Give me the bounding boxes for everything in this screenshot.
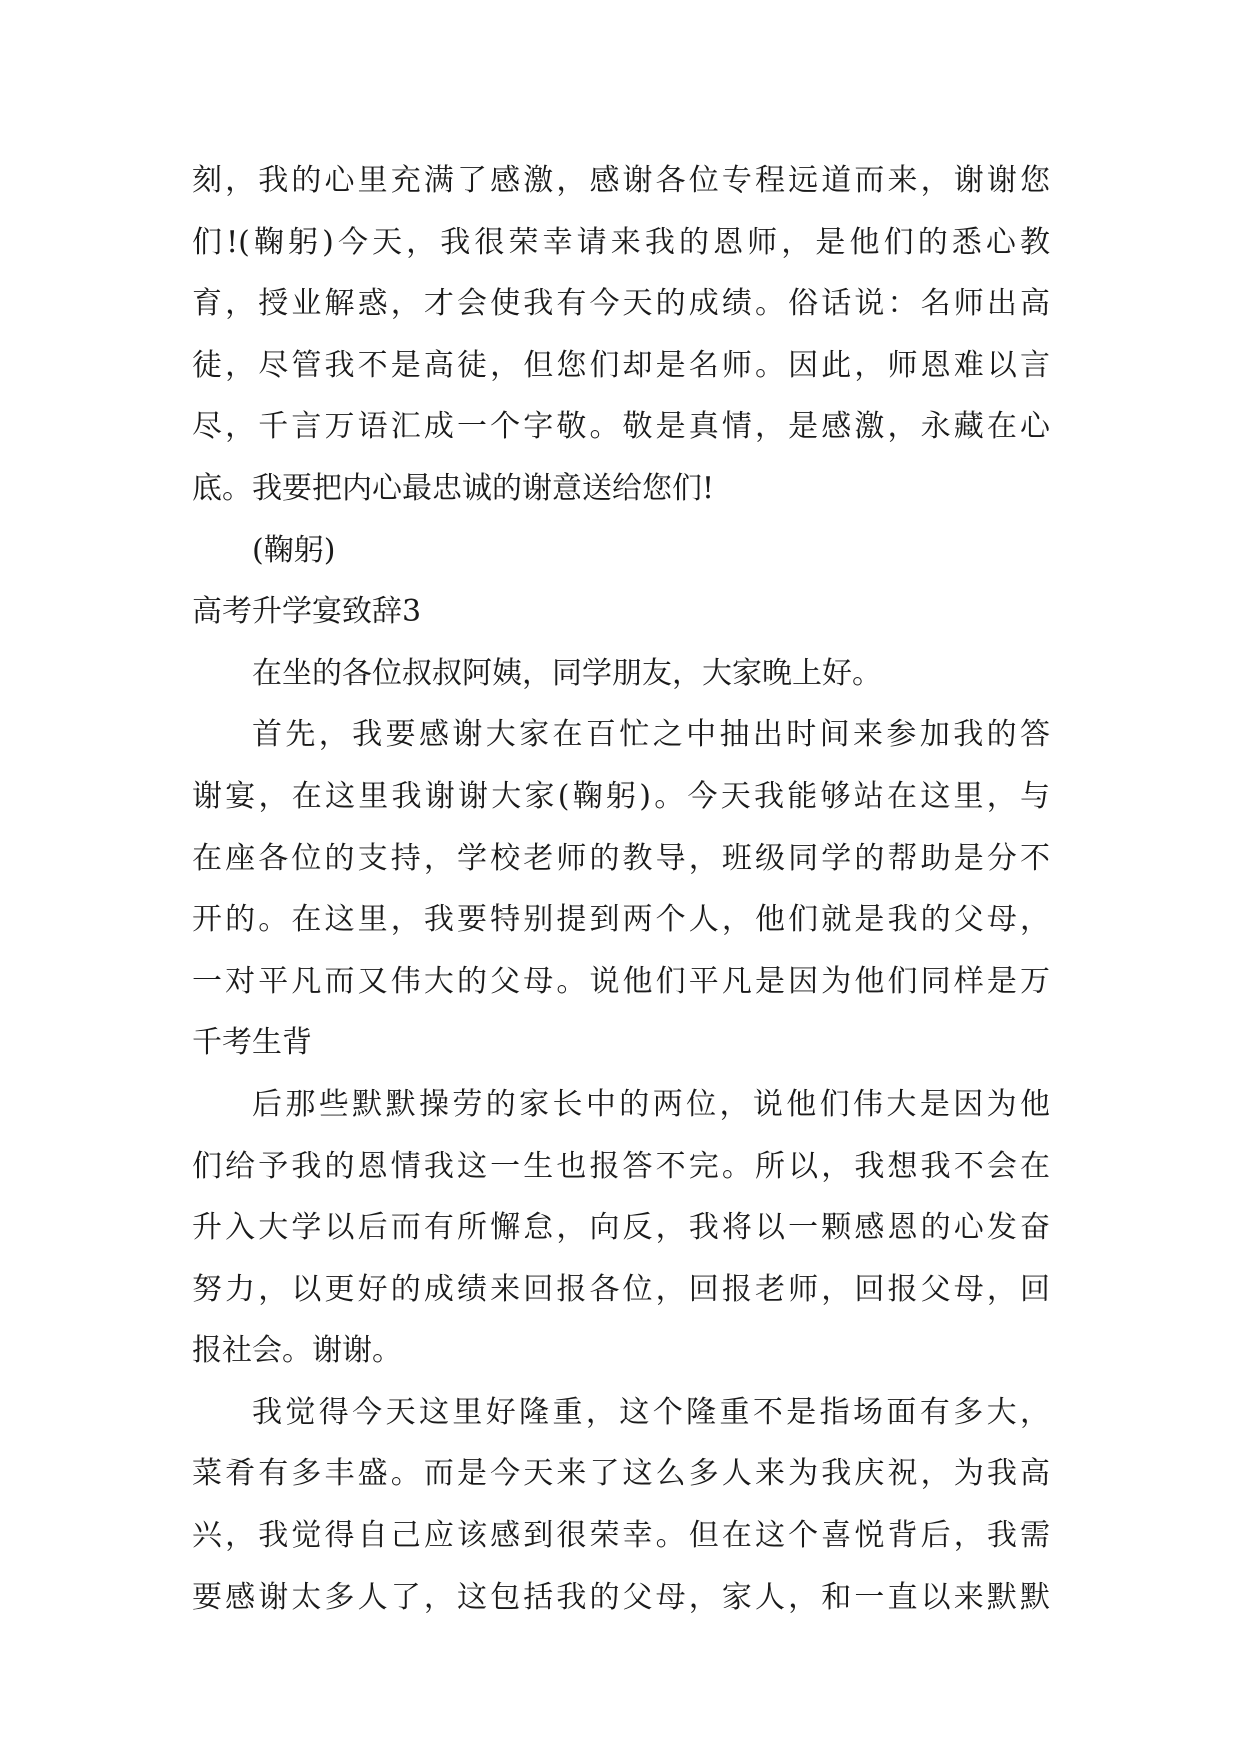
text-line: 在坐的各位叔叔阿姨，同学朋友，大家晚上好。 (252, 655, 882, 691)
text-line: 我觉得今天这里好隆重，这个隆重不是指场面有多大， (252, 1394, 1050, 1430)
text-line: 尽，千言万语汇成一个字敬。敬是真情，是感激，永藏在心 (192, 409, 1050, 445)
text-line: 要感谢太多人了，这包括我的父母，家人，和一直以来默默 (192, 1579, 1050, 1615)
text-line: 们给予我的恩情我这一生也报答不完。所以，我想我不会在 (192, 1148, 1050, 1184)
text-line: 报社会。谢谢。 (192, 1333, 402, 1369)
section-heading: 高考升学宴致辞3 (192, 594, 422, 630)
text-line: 谢宴，在这里我谢谢大家(鞠躬)。今天我能够站在这里，与 (192, 778, 1050, 814)
text-line: 千考生背 (192, 1025, 312, 1061)
text-line: 升入大学以后而有所懈怠，向反，我将以一颗感恩的心发奋 (192, 1210, 1050, 1246)
text-line: 开的。在这里，我要特别提到两个人，他们就是我的父母， (192, 902, 1050, 938)
text-line: 一对平凡而又伟大的父母。说他们平凡是因为他们同样是万 (192, 963, 1050, 999)
text-line: 们!(鞠躬)今天，我很荣幸请来我的恩师，是他们的悉心教 (192, 224, 1050, 260)
text-line: 努力，以更好的成绩来回报各位，回报老师，回报父母，回 (192, 1271, 1050, 1307)
text-line: 兴，我觉得自己应该感到很荣幸。但在这个喜悦背后，我需 (192, 1518, 1050, 1554)
text-line: 菜肴有多丰盛。而是今天来了这么多人来为我庆祝，为我高 (192, 1456, 1050, 1492)
document-page (192, 150, 1050, 1628)
text-line: 育，授业解惑，才会使我有今天的成绩。俗话说：名师出高 (192, 286, 1050, 322)
text-line: (鞠躬) (252, 532, 336, 568)
text-line: 首先，我要感谢大家在百忙之中抽出时间来参加我的答 (252, 717, 1050, 753)
text-line: 徒，尽管我不是高徒，但您们却是名师。因此，师恩难以言 (192, 347, 1050, 383)
text-line: 在座各位的支持，学校老师的教导，班级同学的帮助是分不 (192, 840, 1050, 876)
text-line: 底。我要把内心最忠诚的谢意送给您们! (192, 470, 715, 506)
text-line: 后那些默默操劳的家长中的两位，说他们伟大是因为他 (252, 1086, 1050, 1122)
text-line: 刻，我的心里充满了感激，感谢各位专程远道而来，谢谢您 (192, 163, 1050, 198)
